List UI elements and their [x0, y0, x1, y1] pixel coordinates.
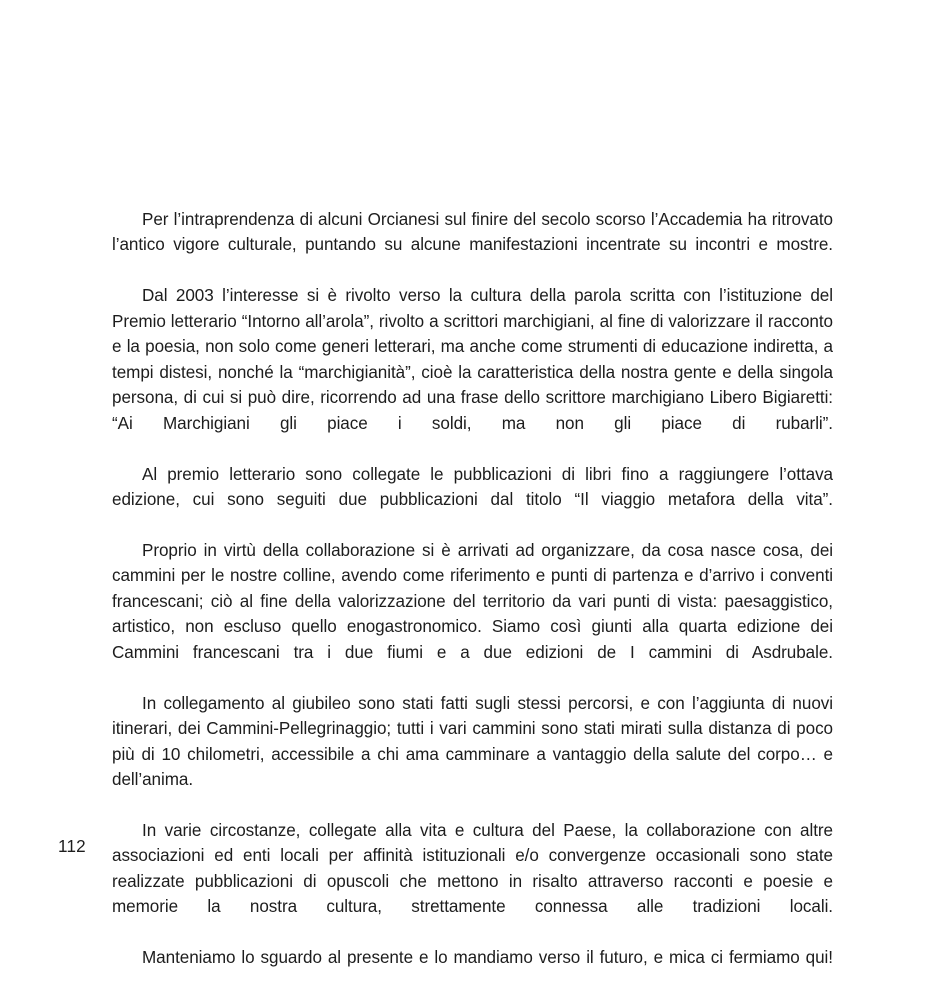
page-number: 112	[58, 837, 86, 856]
paragraph: Per l’intraprendenza di alcuni Orcianesi sul finire del secolo scorso l’Accademia ha ritrovato l’antico vigore culturale, puntando su alcune manifestazioni incentrate su incontri e mostre.	[112, 210, 833, 255]
paragraph: Manteniamo lo sguardo al presente e lo mandiamo verso il futuro, e mica ci fermiamo qui!	[142, 948, 833, 968]
paragraph: Dal 2003 l’interesse si è rivolto verso la cultura della parola scritta con l’istituzione del Premio letterario “Intorno all’arola”, rivolto a scrittori marchigiani, al fine di valorizzare il racconto e la poesia, non solo come generi letterari, ma anche come strumenti di educazione indiretta, a tempi distesi, nonché la “marchigianità”, cioè la caratteristica della nostra gente e della singola persona, di cui si può dire, ricorrendo ad una frase dello scrittore marchigiano Libero Bigiaretti: “Ai Marchigiani gli piace i soldi, ma non gli piace di rubarli”.	[112, 286, 833, 433]
paragraph: Al premio letterario sono collegate le pubblicazioni di libri fino a raggiungere l’ottava edizione, cui sono seguiti due pubblicazioni dal titolo “Il viaggio metafora della vita”.	[112, 464, 833, 509]
paragraph: In varie circostanze, collegate alla vita e cultura del Paese, la collaborazione con altre associazioni ed enti locali per affinità istituzionali e/o convergenze occasionali sono state realizzate pubblicazioni di opuscoli che mettono in risalto attraverso racconti e poesie e memorie la nostra cultura, strettamente connessa alle tradizioni locali.	[112, 820, 833, 917]
paragraph: In collegamento al giubileo sono stati fatti sugli stessi percorsi, e con l’aggiunta di nuovi itinerari, dei Cammini-Pellegrinaggio; tutti i vari cammini sono stati mirati sulla distanza di poco più di 10 chilometri, accessibile a chi ama camminare a vantaggio della salute del corpo… e dell’anima.	[112, 693, 833, 789]
paragraph: Proprio in virtù della collaborazione si è arrivati ad organizzare, da cosa nasce cosa, dei cammini per le nostre colline, avendo come riferimento e punti di partenza e d’arrivo i conventi francescani; ciò al fine della valorizzazione del territorio da vari punti di vista: paesaggistico, artistico, non escluso quello enogastronomico. Siamo così giunti alla quarta edizione dei Cammini francescani tra i due fiumi e a due edizioni de I cammini di Asdrubale.	[112, 540, 833, 662]
body-text-column	[112, 207, 833, 996]
